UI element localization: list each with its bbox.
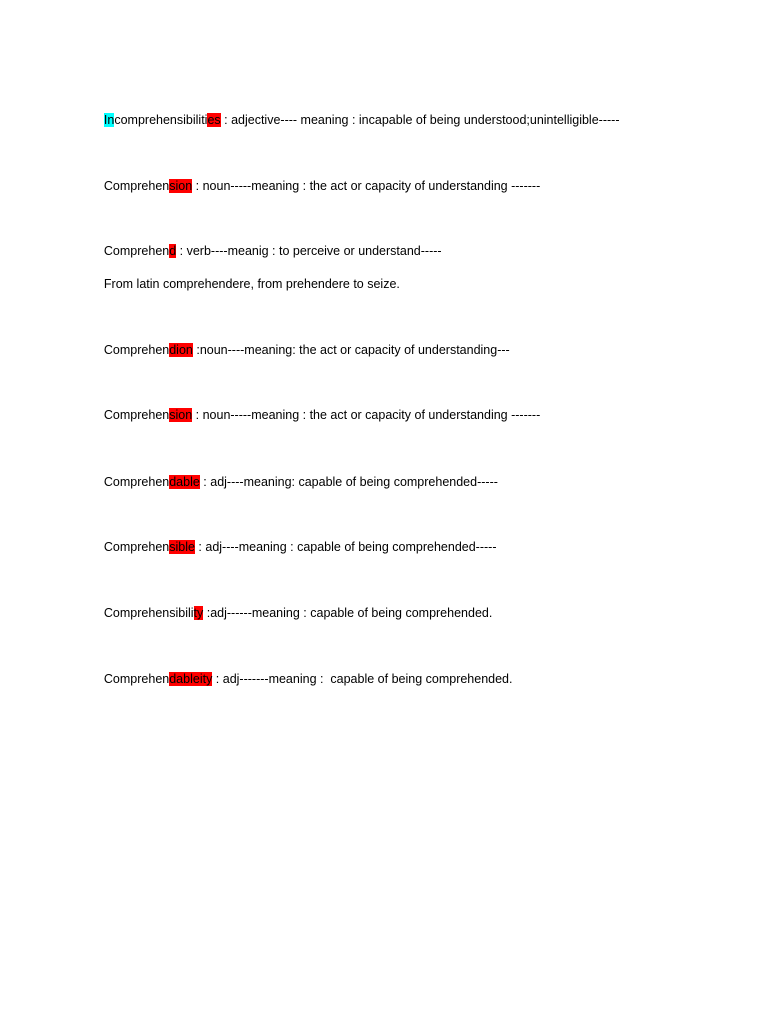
word-stem: Comprehen (103, 540, 170, 554)
word-stem: Comprehen (103, 179, 170, 193)
suffix-highlight: sible (169, 540, 195, 554)
suffix-highlight: d (169, 244, 177, 258)
etymology-note (90, 257, 400, 291)
entry-comprehendableity (90, 652, 513, 686)
suffix-highlight: dion (169, 343, 193, 357)
definition-text: : adj-------meaning : capable of being comprehended. (212, 672, 513, 686)
entry-comprehendion (90, 323, 510, 357)
word-stem: Comprehensibili (103, 606, 194, 620)
entry-comprehension (90, 159, 541, 193)
suffix-highlight: sion (169, 408, 193, 422)
word-stem: Comprehen (103, 408, 170, 422)
suffix-highlight: dableity (169, 672, 213, 686)
suffix-highlight: sion (169, 179, 193, 193)
suffix-highlight: es (207, 113, 221, 127)
entry-comprehensible (90, 520, 497, 554)
definition-text: :noun----meaning: the act or capacity of understanding--- (192, 343, 510, 357)
definition-text: :adj------meaning : capable of being comprehended. (203, 606, 493, 620)
entry-incomprehensibilities (90, 93, 620, 127)
word-stem: Comprehen (103, 672, 170, 686)
word-stem: comprehensibiliti (114, 113, 208, 127)
entry-comprehend (90, 224, 442, 258)
definition-text: : verb----meanig : to perceive or understand----- (176, 244, 442, 258)
word-stem: Comprehen (103, 244, 170, 258)
prefix-highlight: In (103, 113, 115, 127)
entry-comprehension-repeat (90, 388, 541, 422)
definition-text: : adj----meaning: capable of being comprehended----- (199, 475, 498, 489)
definition-text: : adjective---- meaning : incapable of being understood;unintelligible----- (220, 113, 620, 127)
definition-text: : noun-----meaning : the act or capacity of understanding ------- (192, 179, 541, 193)
definition-text: : noun-----meaning : the act or capacity of understanding ------- (192, 408, 541, 422)
suffix-highlight: dable (169, 475, 200, 489)
word-stem: Comprehen (103, 475, 170, 489)
entry-comprehendable (90, 455, 498, 489)
entry-comprehensibility (90, 586, 493, 620)
definition-text: : adj----meaning : capable of being comprehended----- (194, 540, 497, 554)
etymology-text: From latin comprehendere, from prehendere to seize. (103, 277, 400, 291)
suffix-highlight: ty (193, 606, 204, 620)
word-stem: Comprehen (103, 343, 170, 357)
